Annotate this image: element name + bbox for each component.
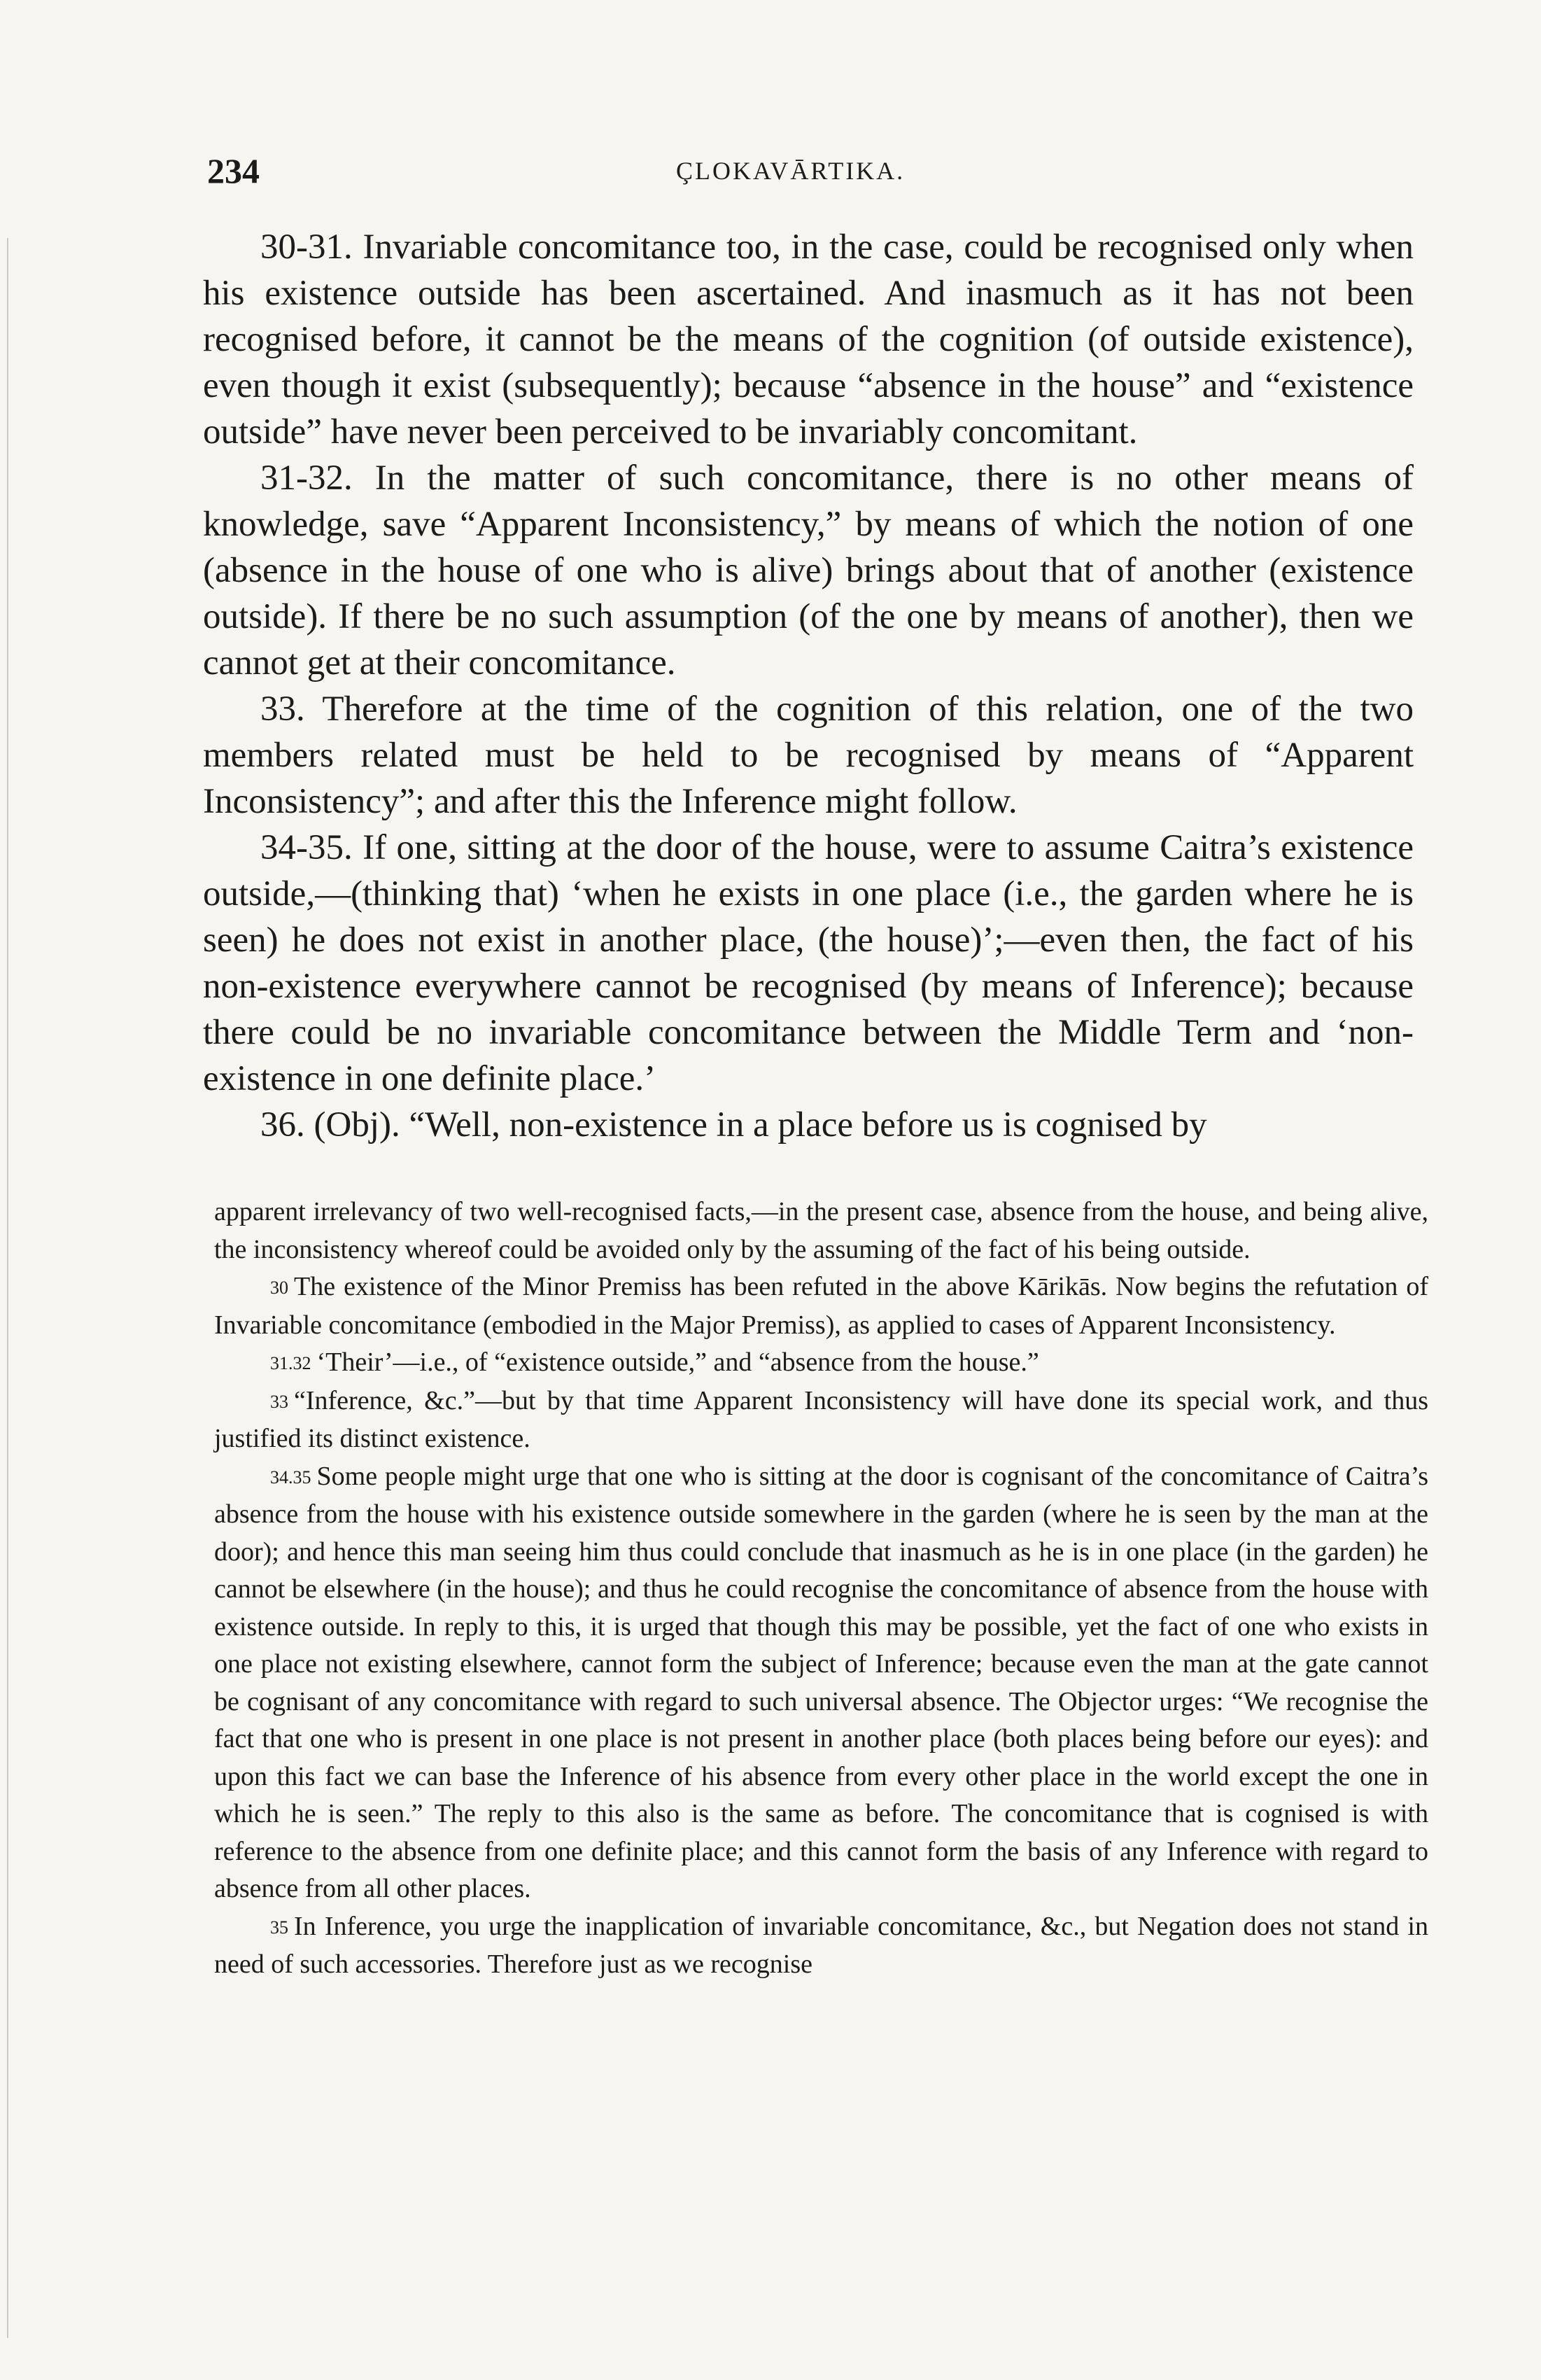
running-title: ÇLOKAVĀRTIKA.: [676, 157, 906, 185]
footnote-text: Some people might urge that one who is sitting at the door is cognisant of the concomitance of Caitra’s absence from the house with his existence outside somewhere in the garden (where he is seen by the man at the door); and hence this man seeing him thus could conclude that inasmuch as he is in one place (in the garden) he cannot be elsewhere (in the house); and thus he could recognise the concomitance of absence from the house with existence outside. In reply to this, it is urged that though this may be possible, yet the fact of one who exists in one place not existing elsewhere, cannot form the subject of Inference; because even the man at the gate cannot be cognisant of any concomitance with regard to such universal absence. The Objector urges: “We recognise the fact that one who is present in one place is not present in another place (both places being before our eyes): and upon this fact we can base the Inference of his absence from every other place in the world except the one in which he is seen.” The reply to this also is the same as before. The concomitance that is cognised is with reference to the absence from one definite place; and this cannot form the basis of any Inference with regard to absence from all other places.: [214, 1461, 1428, 1903]
footnote-text: apparent irrelevancy of two well-recognised facts,—in the present case, absence from the house, and being alive, the inconsistency whereof could be avoided only by the assuming of the fact of his being outside.: [214, 1197, 1428, 1264]
footnote-continuation: [214, 1194, 1428, 1268]
footnote-33: [214, 1382, 1428, 1458]
footnote-34-35: [214, 1458, 1428, 1908]
footnote-text: In Inference, you urge the inapplication of invariable concomitance, &c., but Negation does not stand in need of such accessories. Therefore just as we recognise: [214, 1911, 1428, 1979]
footnote-35: [214, 1908, 1428, 1984]
paragraph-33: 33. Therefore at the time of the cognition of this relation, one of the two members related must be held to be recognised by means of “Apparent Inconsistency”; and after this the Inference might follow.: [203, 690, 1414, 821]
main-text: [203, 224, 1414, 1148]
page-edge-rule: [7, 238, 8, 2338]
footnote-31-32: [214, 1344, 1428, 1382]
footnote-text: ‘Their’—i.e., of “existence outside,” and “absence from the house.”: [316, 1348, 1039, 1377]
paragraph-30-31: 30-31. Invariable concomitance too, in the case, could be recognised only when his existence outside has been ascertained. And inasmuch as it has not been recognised before, it cannot be the means of the cognition (of outside existence), even though it exist (subsequently); because “absence in the house” and “existence outside” have never been perceived to be invariably concomitant.: [203, 227, 1414, 451]
page-header: [207, 150, 1411, 192]
paragraph-36: 36. (Obj). “Well, non-existence in a place before us is cognised by: [260, 1105, 1207, 1144]
footnote-number: 35: [270, 1917, 288, 1938]
paragraph-34-35: 34-35. If one, sitting at the door of the house, were to assume Caitra’s existence outside,—(thinking that) ‘when he exists in one place (i.e., the garden where he is seen) he does not exist in another place, (the house)’;—even then, the fact of his non-existence everywhere cannot be recognised (by means of Inference); because there could be no invariable concomitance between the Middle Term and ‘non-existence in one definite place.’: [203, 828, 1414, 1098]
footnotes: [214, 1194, 1428, 1984]
footnote-number: 30: [270, 1278, 288, 1298]
footnote-30: [214, 1268, 1428, 1344]
footnote-number: 31.32: [270, 1353, 311, 1373]
footnote-text: The existence of the Minor Premiss has been refuted in the above Kārikās. Now begins the refutation of Invariable concomitance (embodied in the Major Premiss), as applied to cases of Apparent Inconsistency.: [214, 1272, 1428, 1340]
footnote-number: 33: [270, 1391, 288, 1412]
footnote-text: “Inference, &c.”—but by that time Apparent Inconsistency will have done its special work, and thus justified its distinct existence.: [214, 1385, 1428, 1453]
footnote-number: 34.35: [270, 1466, 311, 1488]
page-number: 234: [207, 151, 260, 190]
paragraph-31-32: 31-32. In the matter of such concomitance, there is no other means of knowledge, save “Apparent Inconsistency,” by means of which the notion of one (absence in the house of one who is alive) brings about that of another (existence outside). If there be no such assumption (of the one by means of another), then we cannot get at their concomitance.: [203, 458, 1414, 682]
